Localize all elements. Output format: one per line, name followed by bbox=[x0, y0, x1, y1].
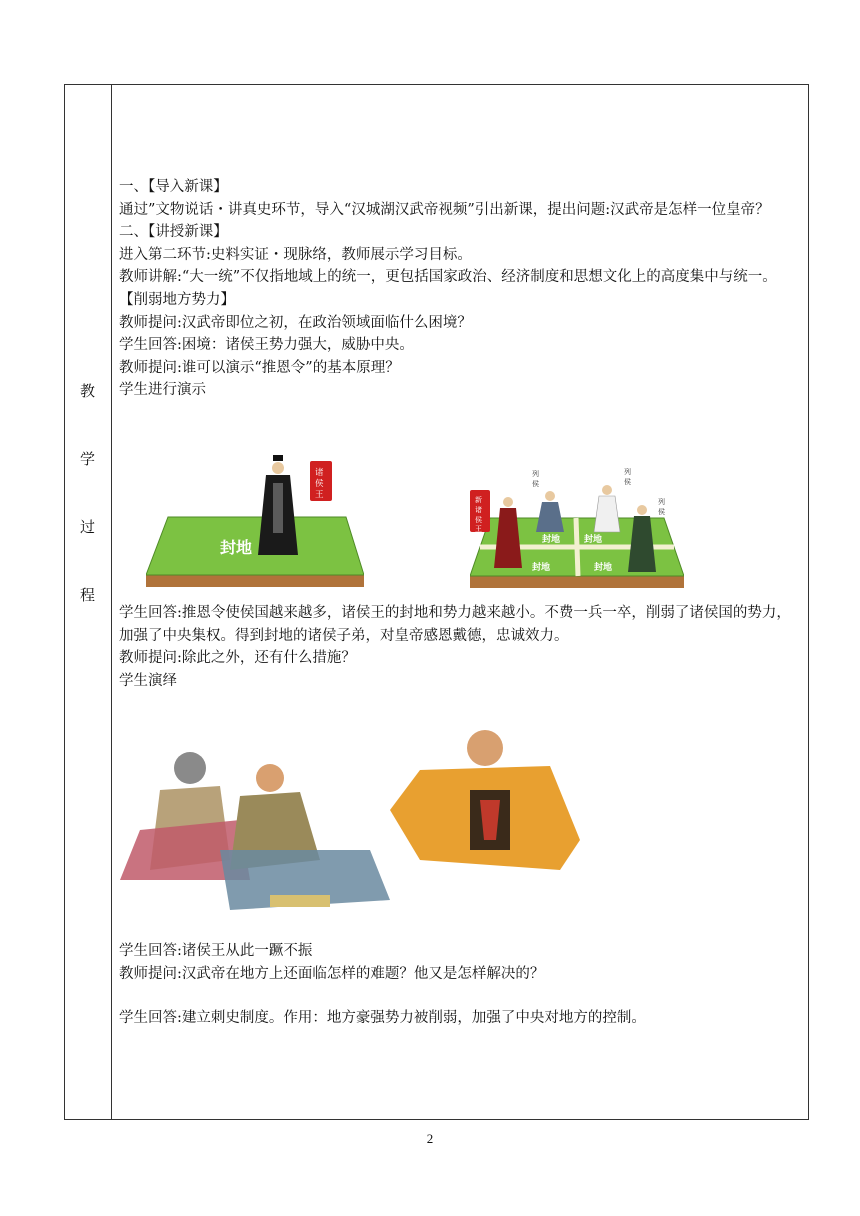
side-label-char: 教 bbox=[79, 382, 95, 400]
paragraph: 教师讲解:“大一统”不仅指地域上的统一，更包括国家政治、经济制度和思想文化上的高度集中与统一。 bbox=[119, 269, 777, 286]
svg-text:列: 列 bbox=[532, 470, 539, 478]
lesson-content-mid bbox=[119, 602, 803, 692]
paragraph: 学生演绎 bbox=[119, 672, 177, 689]
lesson-content bbox=[119, 176, 803, 402]
land-side bbox=[470, 576, 684, 588]
land-label: 封地 bbox=[542, 535, 561, 545]
page-number: 2 bbox=[426, 1131, 434, 1146]
paragraph: 学生回答:困境：诸侯王势力强大，威胁中央。 bbox=[119, 337, 414, 354]
subsection-heading: 【削弱地方势力】 bbox=[119, 291, 235, 308]
paragraph: 进入第二环节:史料实证・现脉络，教师展示学习目标。 bbox=[119, 246, 472, 263]
land-label: 封地 bbox=[532, 563, 551, 573]
svg-text:侯: 侯 bbox=[532, 480, 539, 488]
svg-text:列: 列 bbox=[624, 468, 631, 476]
paragraph: 教师提问:汉武帝即位之初，在政治领域面临什么困境？ bbox=[119, 314, 472, 331]
paragraph: 通过”文物说话・讲真史环节，导入“汉城湖汉武帝视频”引出新课，提出问题:汉武帝是怎样一位皇帝？ bbox=[119, 201, 770, 218]
land-side bbox=[146, 575, 364, 587]
king-tag-char-1: 诸 bbox=[315, 468, 324, 478]
marquis-figure-icon bbox=[628, 505, 656, 572]
emperor-figure-icon bbox=[390, 730, 580, 870]
king-tag-char-3: 王 bbox=[315, 490, 324, 500]
paragraph: 教师提问:汉武帝在地方上还面临怎样的难题？他又是怎样解决的？ bbox=[119, 965, 545, 982]
svg-text:王: 王 bbox=[475, 525, 482, 533]
king-figure-icon bbox=[258, 455, 298, 555]
marquis-figure-icon bbox=[536, 491, 564, 532]
new-king-figure-icon bbox=[494, 497, 522, 568]
side-label-char: 学 bbox=[79, 450, 95, 468]
svg-text:新: 新 bbox=[475, 496, 482, 504]
figure-divided-fief bbox=[470, 466, 684, 596]
figure-single-fief bbox=[146, 455, 364, 595]
figure-performance-illustration bbox=[120, 720, 580, 920]
side-label-char: 程 bbox=[79, 586, 95, 604]
side-label-char: 过 bbox=[79, 518, 95, 536]
land-label: 封地 bbox=[594, 563, 613, 573]
svg-text:侯: 侯 bbox=[475, 516, 482, 524]
marquis-figure-icon bbox=[594, 485, 620, 532]
svg-text:列: 列 bbox=[658, 498, 665, 506]
paragraph: 学生回答:建立刺史制度。作用：地方豪强势力被削弱，加强了中央对地方的控制。 bbox=[119, 1010, 646, 1027]
land-top bbox=[146, 517, 364, 575]
column-divider bbox=[111, 84, 112, 1120]
svg-text:侯: 侯 bbox=[658, 508, 665, 516]
lesson-content-bottom bbox=[119, 940, 803, 1030]
paragraph: 教师提问:谁可以演示“推恩令”的基本原理？ bbox=[119, 359, 400, 376]
land-label: 封地 bbox=[220, 538, 253, 557]
land-label: 封地 bbox=[584, 535, 603, 545]
svg-text:侯: 侯 bbox=[624, 478, 631, 486]
section-heading: 二、【讲授新课】 bbox=[119, 224, 228, 241]
king-tag-char-2: 侯 bbox=[315, 479, 324, 489]
paragraph: 学生回答:诸侯王从此一蹶不振 bbox=[119, 943, 313, 959]
paragraph: 教师提问:除此之外，还有什么措施？ bbox=[119, 650, 356, 667]
section-heading: 一、【导入新课】 bbox=[119, 179, 228, 195]
paragraph: 学生回答:推恩令使侯国越来越多，诸侯王的封地和势力越来越小。不费一兵一卒，削弱了诸侯国的势力，加强了中央集权。得到封地的诸侯子弟，对皇帝感恩戴德，忠诚效力。 bbox=[119, 605, 791, 644]
svg-text:诸: 诸 bbox=[475, 506, 482, 514]
paragraph: 学生进行演示 bbox=[119, 382, 206, 399]
general-figure-icon bbox=[220, 764, 390, 910]
